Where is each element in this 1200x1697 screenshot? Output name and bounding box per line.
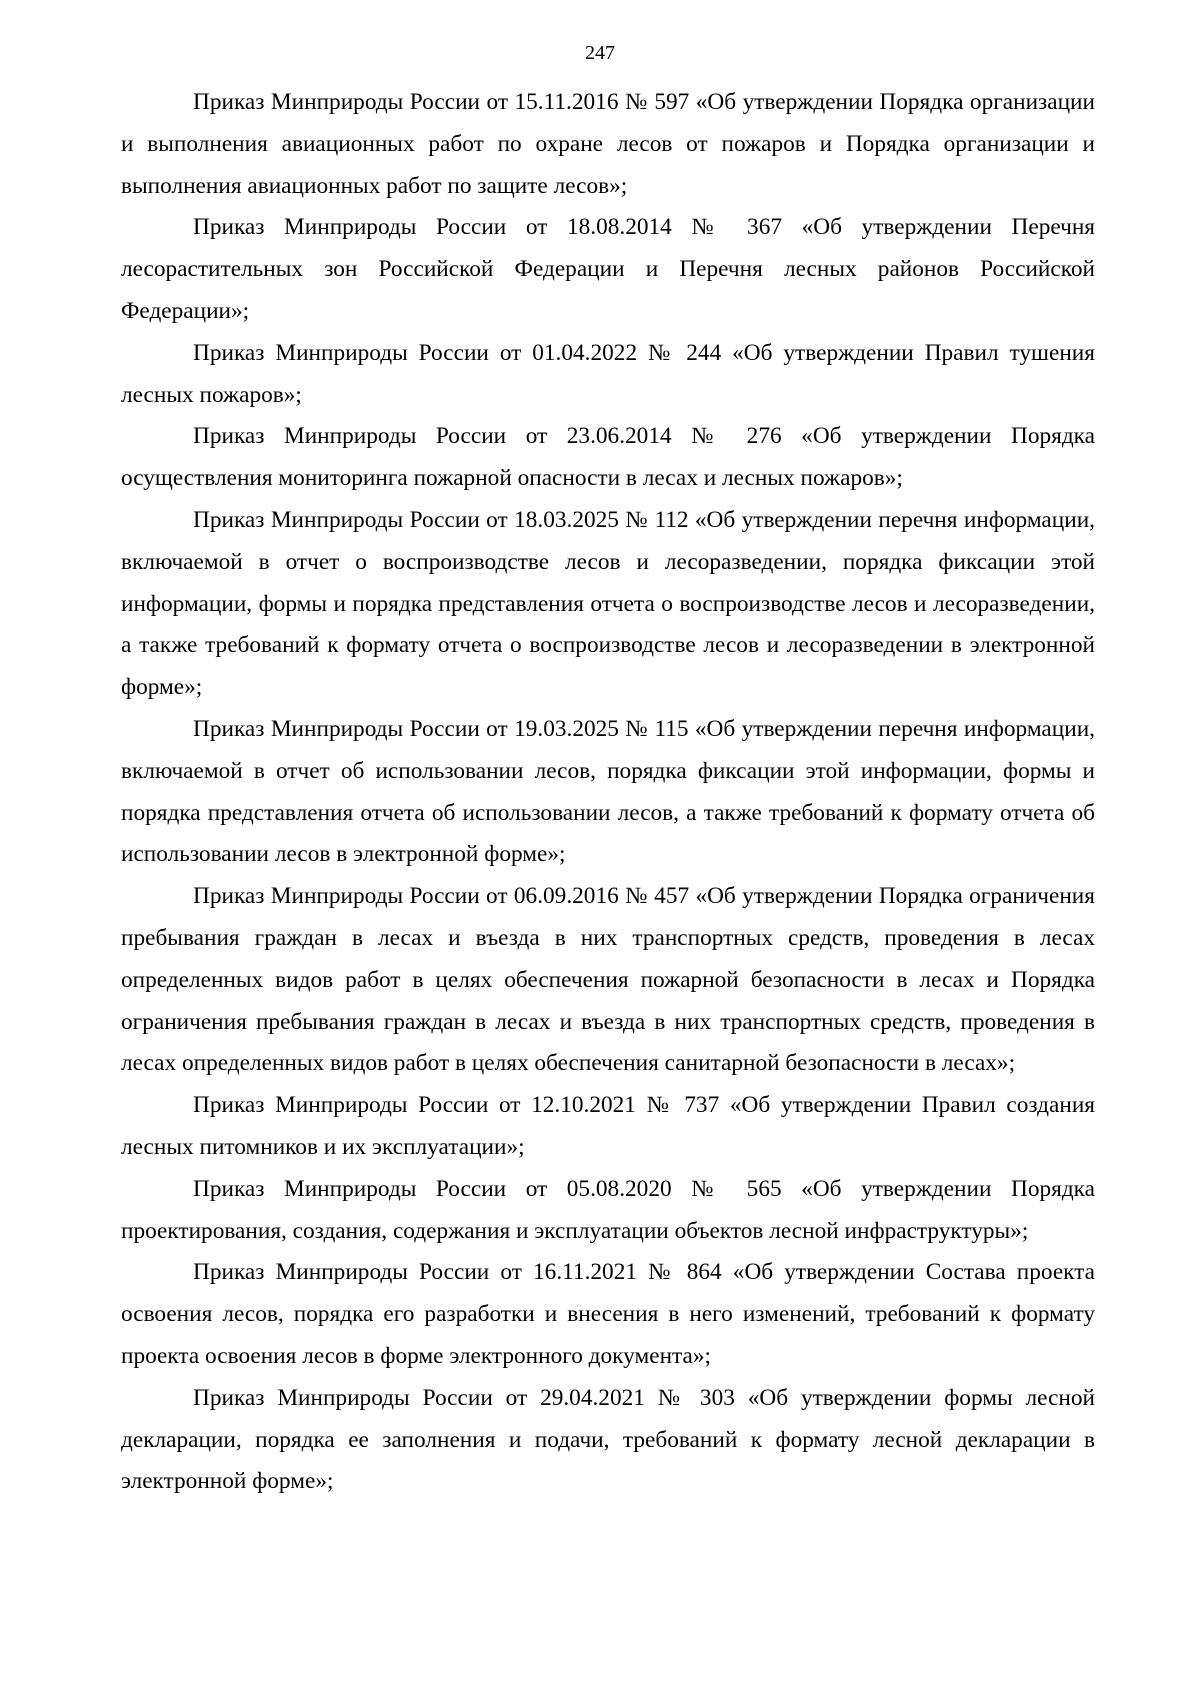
paragraph-order-276: Приказ Минприроды России от 23.06.2014 № 276 «Об утверждении Порядка осуществления мониторинга пожарной опасности в лесах и лесных пожаров»; [121, 423, 1095, 492]
paragraph-order-565: Приказ Минприроды России от 05.08.2020 № 565 «Об утверждении Порядка проектирования, создания, содержания и эксплуатации объектов лесной инфраструктуры»; [121, 1175, 1095, 1244]
paragraph-order-864: Приказ Минприроды России от 16.11.2021 № 864 «Об утверждении Состава проекта освоения лесов, порядка его разработки и внесения в него изменений, требований к формату проекта освоения лесов в форме электронного документа»; [121, 1259, 1095, 1369]
paragraph-order-244: Приказ Минприроды России от 01.04.2022 № 244 «Об утверждении Правил тушения лесных пожаров»; [121, 339, 1095, 408]
paragraph-order-737: Приказ Минприроды России от 12.10.2021 № 737 «Об утверждении Правил создания лесных питомников и их эксплуатации»; [121, 1092, 1095, 1160]
paragraph-order-597: Приказ Минприроды России от 15.11.2016 № 597 «Об утверждении Порядка организации и выполнения авиационных работ по охране лесов от пожаров и Порядка организации и выполнения авиационных работ по защите лесов»; [121, 89, 1095, 199]
paragraph-order-457: Приказ Минприроды России от 06.09.2016 № 457 «Об утверждении Порядка ограничения пребывания граждан в лесах и въезда в них транспортных средств, проведения в лесах определенных видов работ в целях обеспечения пожарной безопасности в лесах и Порядка ограничения пребывания граждан в лесах и въезда в них транспортных средств, проведения в лесах определенных видов работ в целях обеспечения санитарной безопасности в лесах»; [121, 883, 1095, 1077]
paragraph-order-367: Приказ Минприроды России от 18.08.2014 № 367 «Об утверждении Перечня лесорастительных зон Российской Федерации и Перечня лесных районов Российской Федерации»; [121, 214, 1095, 324]
paragraph-order-112: Приказ Минприроды России от 18.03.2025 № 112 «Об утверждении перечня информации, включаемой в отчет о воспроизводстве лесов и лесоразведении, порядка фиксации этой информации, формы и порядка представления отчета о воспроизводстве лесов и лесоразведении, а также требований к формату отчета о воспроизводстве лесов и лесоразведении в электронной форме»; [121, 506, 1095, 701]
page-number: 247 [585, 42, 615, 64]
paragraph-order-115: Приказ Минприроды России от 19.03.2025 № 115 «Об утверждении перечня информации, включаемой в отчет об использовании лесов, порядка фиксации этой информации, формы и порядка представления отчета об использовании лесов, а также требований к формату отчета об использовании лесов в электронной форме»; [121, 715, 1095, 868]
document-body [121, 82, 1095, 1503]
paragraph-order-303: Приказ Минприроды России от 29.04.2021 № 303 «Об утверждении формы лесной декларации, порядка ее заполнения и подачи, требований к формату лесной декларации в электронной форме»; [121, 1384, 1095, 1495]
